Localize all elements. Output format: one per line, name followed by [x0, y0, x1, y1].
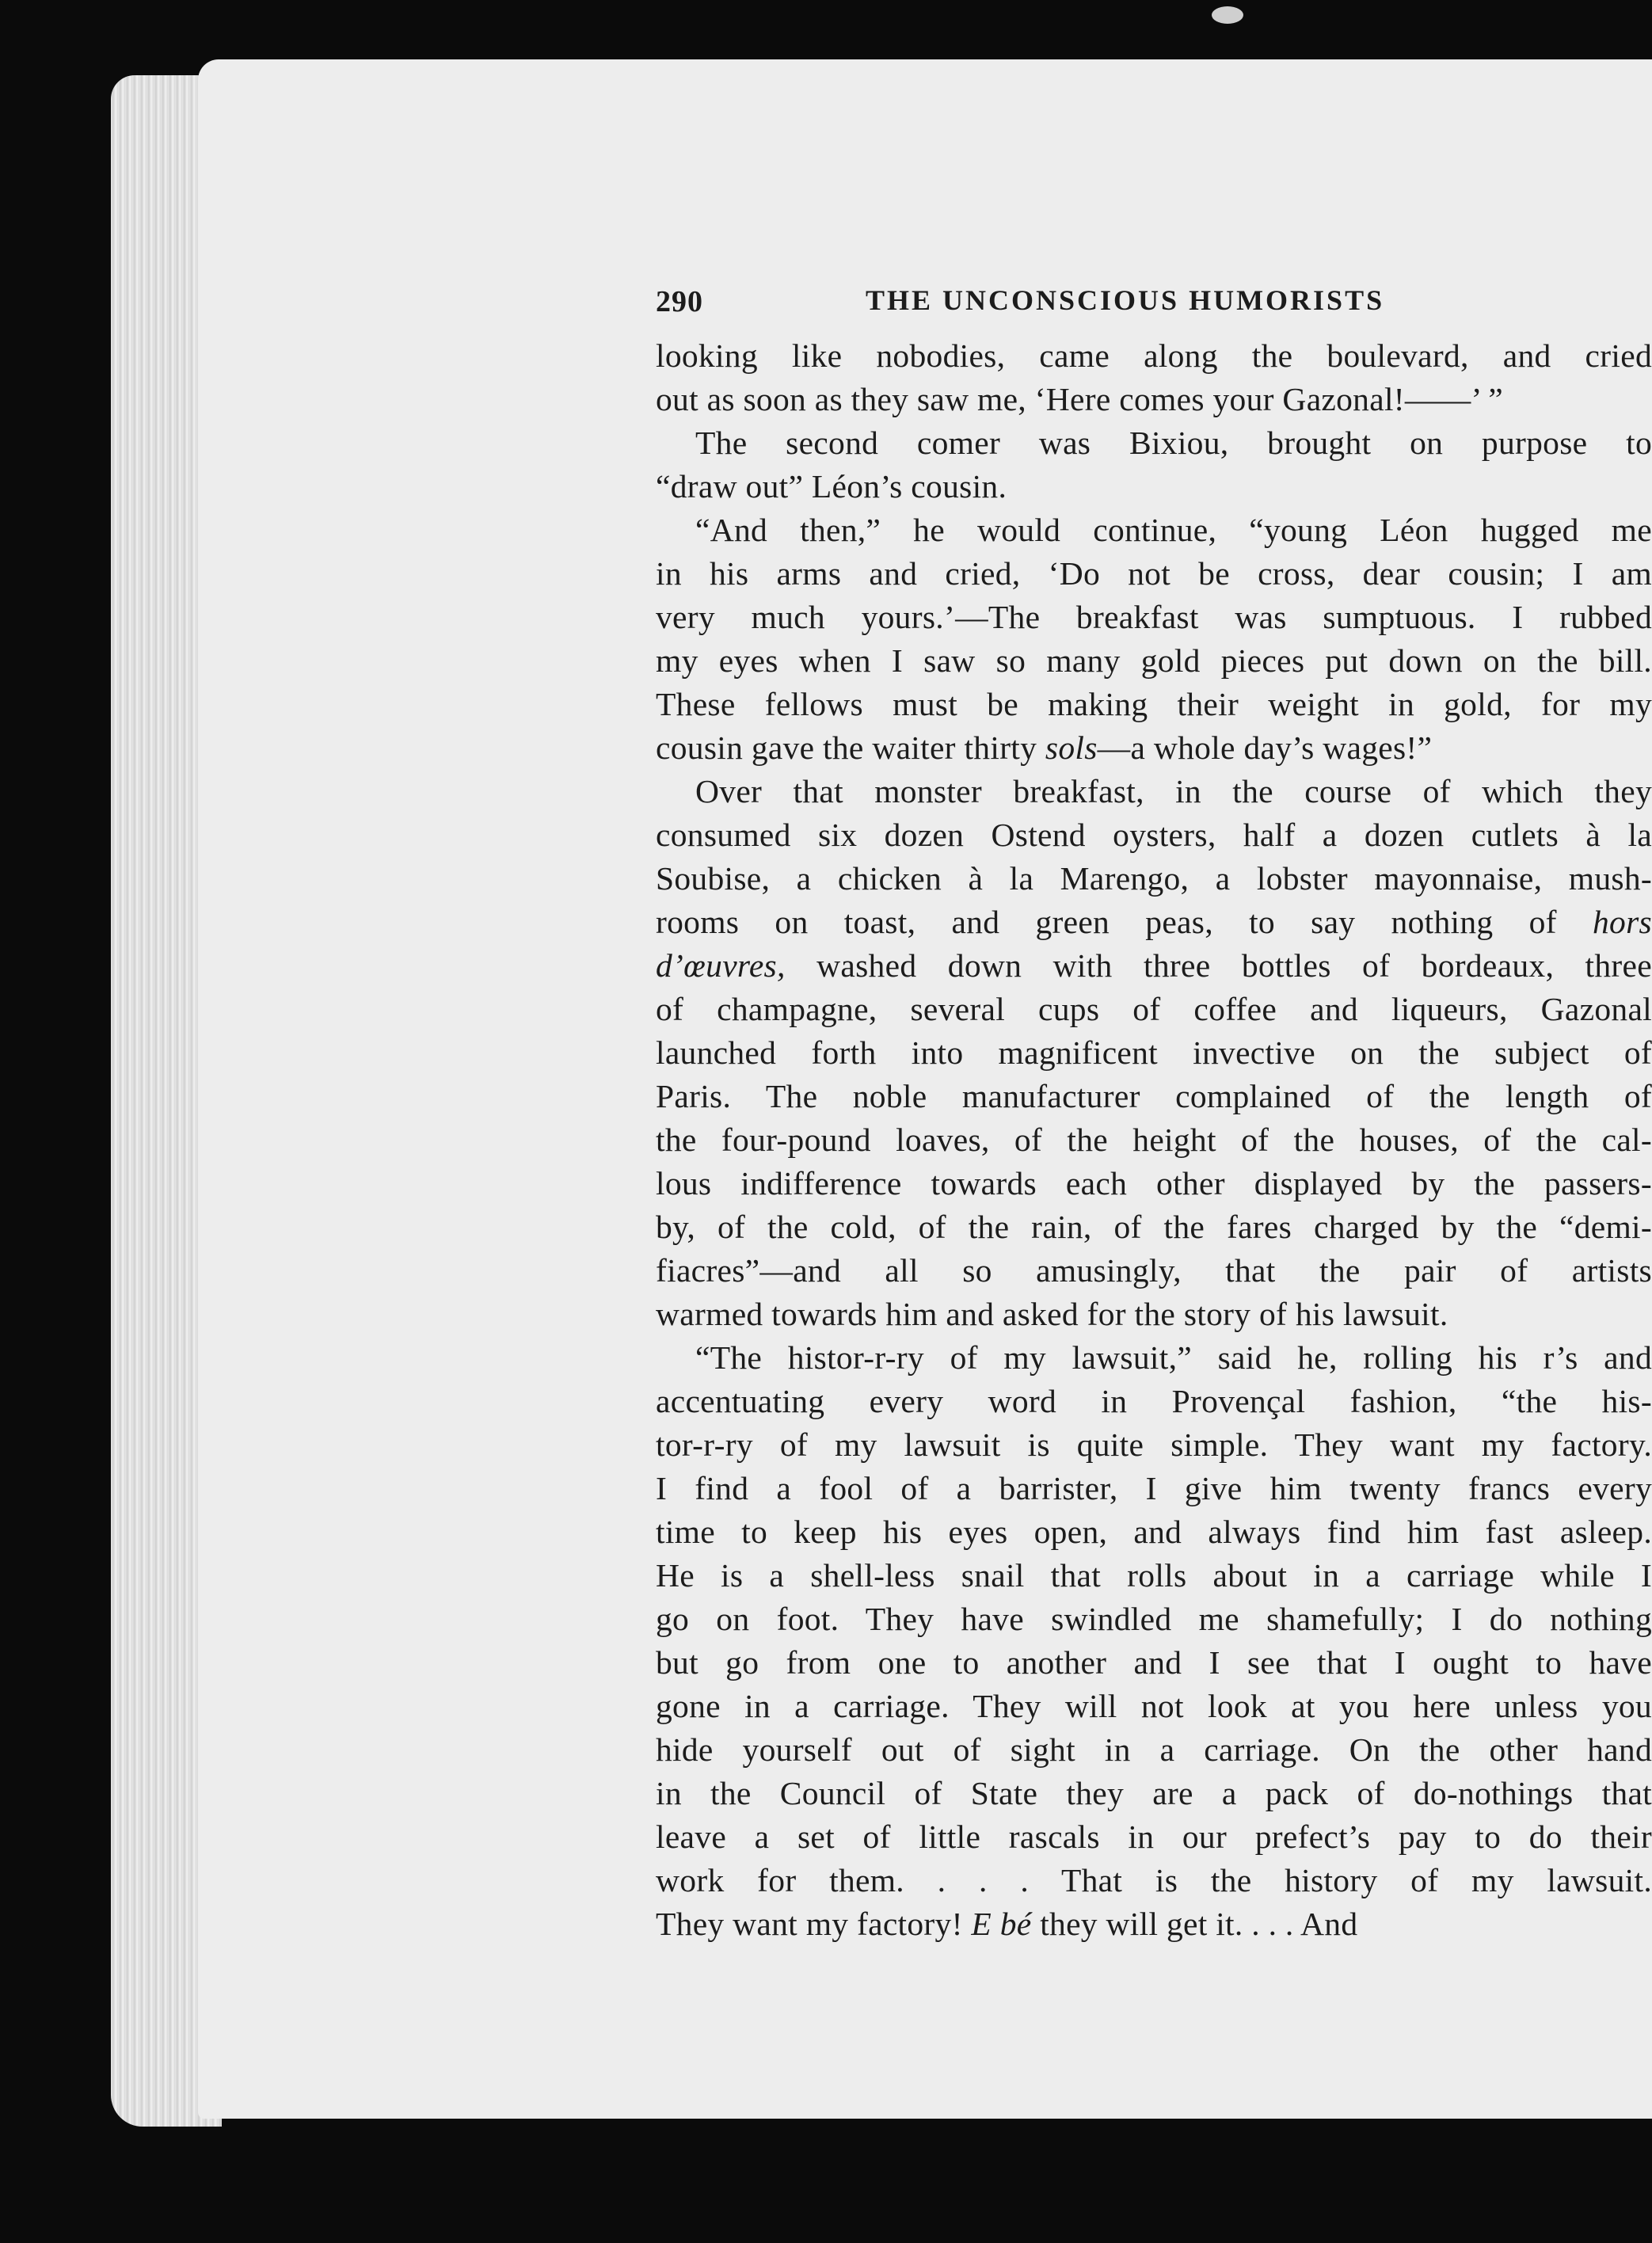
paragraph: [656, 1336, 1652, 1946]
page-number: 290: [656, 285, 703, 318]
text-line: hide yourself out of sight in a carriage. On the other hand: [656, 1731, 1652, 1768]
paragraph: [656, 334, 1652, 421]
text-line: They want my factory! E bé they will get it. . . . And: [656, 1906, 1358, 1942]
text-line: but go from one to another and I see that I ought to have: [656, 1644, 1652, 1681]
text-line: Over that monster breakfast, in the course of which they: [695, 773, 1652, 809]
text-line: work for them. . . . That is the history of my lawsuit.: [656, 1862, 1652, 1898]
text-line: rooms on toast, and green peas, to say nothing of hors: [656, 904, 1652, 940]
running-head: [656, 269, 1652, 318]
body-text: [656, 334, 1652, 1946]
paragraph: [656, 770, 1652, 1336]
text-line: by, of the cold, of the rain, of the fares charged by the “demi-: [656, 1209, 1652, 1245]
text-line: “The histor-r-ry of my lawsuit,” said he, rolling his r’s and: [695, 1339, 1652, 1376]
text-line: consumed six dozen Ostend oysters, half a dozen cutlets à la: [656, 817, 1652, 853]
text-line: The second comer was Bixiou, brought on purpose to: [695, 425, 1652, 461]
text-line: leave a set of little rascals in our prefect’s pay to do their: [656, 1818, 1652, 1855]
text-line: “And then,” he would continue, “young Léon hugged me: [695, 512, 1652, 548]
text-line: tor-r-ry of my lawsuit is quite simple. They want my factory.: [656, 1426, 1652, 1463]
scan-speck: [1212, 6, 1243, 24]
text-line: very much yours.’—The breakfast was sumptuous. I rubbed: [656, 599, 1652, 635]
text-block: [656, 269, 1652, 1946]
text-line: These fellows must be making their weight in gold, for my: [656, 686, 1652, 722]
running-head-title: THE UNCONSCIOUS HUMORISTS: [866, 284, 1385, 316]
text-line: fiacres”—and all so amusingly, that the pair of artists: [656, 1252, 1652, 1289]
text-line: lous indifference towards each other displayed by the passers-: [656, 1165, 1652, 1201]
text-line: out as soon as they saw me, ‘Here comes your Gazonal!——’ ”: [656, 381, 1503, 417]
text-line: Paris. The noble manufacturer complained of the length of: [656, 1078, 1652, 1114]
text-line: my eyes when I saw so many gold pieces put down on the bill.: [656, 642, 1652, 679]
paragraph: [656, 508, 1652, 770]
text-line: launched forth into magnificent invective on the subject of: [656, 1034, 1652, 1071]
text-line: d’œuvres, washed down with three bottles of bordeaux, three: [656, 947, 1652, 984]
paragraph: [656, 421, 1652, 508]
text-line: the four-pound loaves, of the height of the houses, of the cal-: [656, 1122, 1652, 1158]
text-line: go on foot. They have swindled me shamefully; I do nothing: [656, 1601, 1652, 1637]
text-line: gone in a carriage. They will not look at you here unless you: [656, 1688, 1652, 1724]
text-line: time to keep his eyes open, and always find him fast asleep.: [656, 1514, 1652, 1550]
text-line: in the Council of State they are a pack of do-nothings that: [656, 1775, 1652, 1811]
text-line: accentuating every word in Provençal fashion, “the his-: [656, 1383, 1652, 1419]
text-line: of champagne, several cups of coffee and liqueurs, Gazonal: [656, 991, 1652, 1027]
text-line: warmed towards him and asked for the story of his lawsuit.: [656, 1296, 1448, 1332]
text-line: in his arms and cried, ‘Do not be cross, dear cousin; I am: [656, 555, 1652, 592]
text-line: He is a shell-less snail that rolls about in a carriage while I: [656, 1557, 1652, 1594]
text-line: I find a fool of a barrister, I give him twenty francs every: [656, 1470, 1652, 1506]
text-line: cousin gave the waiter thirty sols—a whole day’s wages!”: [656, 729, 1433, 766]
text-line: looking like nobodies, came along the boulevard, and cried: [656, 337, 1652, 374]
text-line: Soubise, a chicken à la Marengo, a lobster mayonnaise, mush-: [656, 860, 1652, 897]
text-line: “draw out” Léon’s cousin.: [656, 468, 1007, 505]
